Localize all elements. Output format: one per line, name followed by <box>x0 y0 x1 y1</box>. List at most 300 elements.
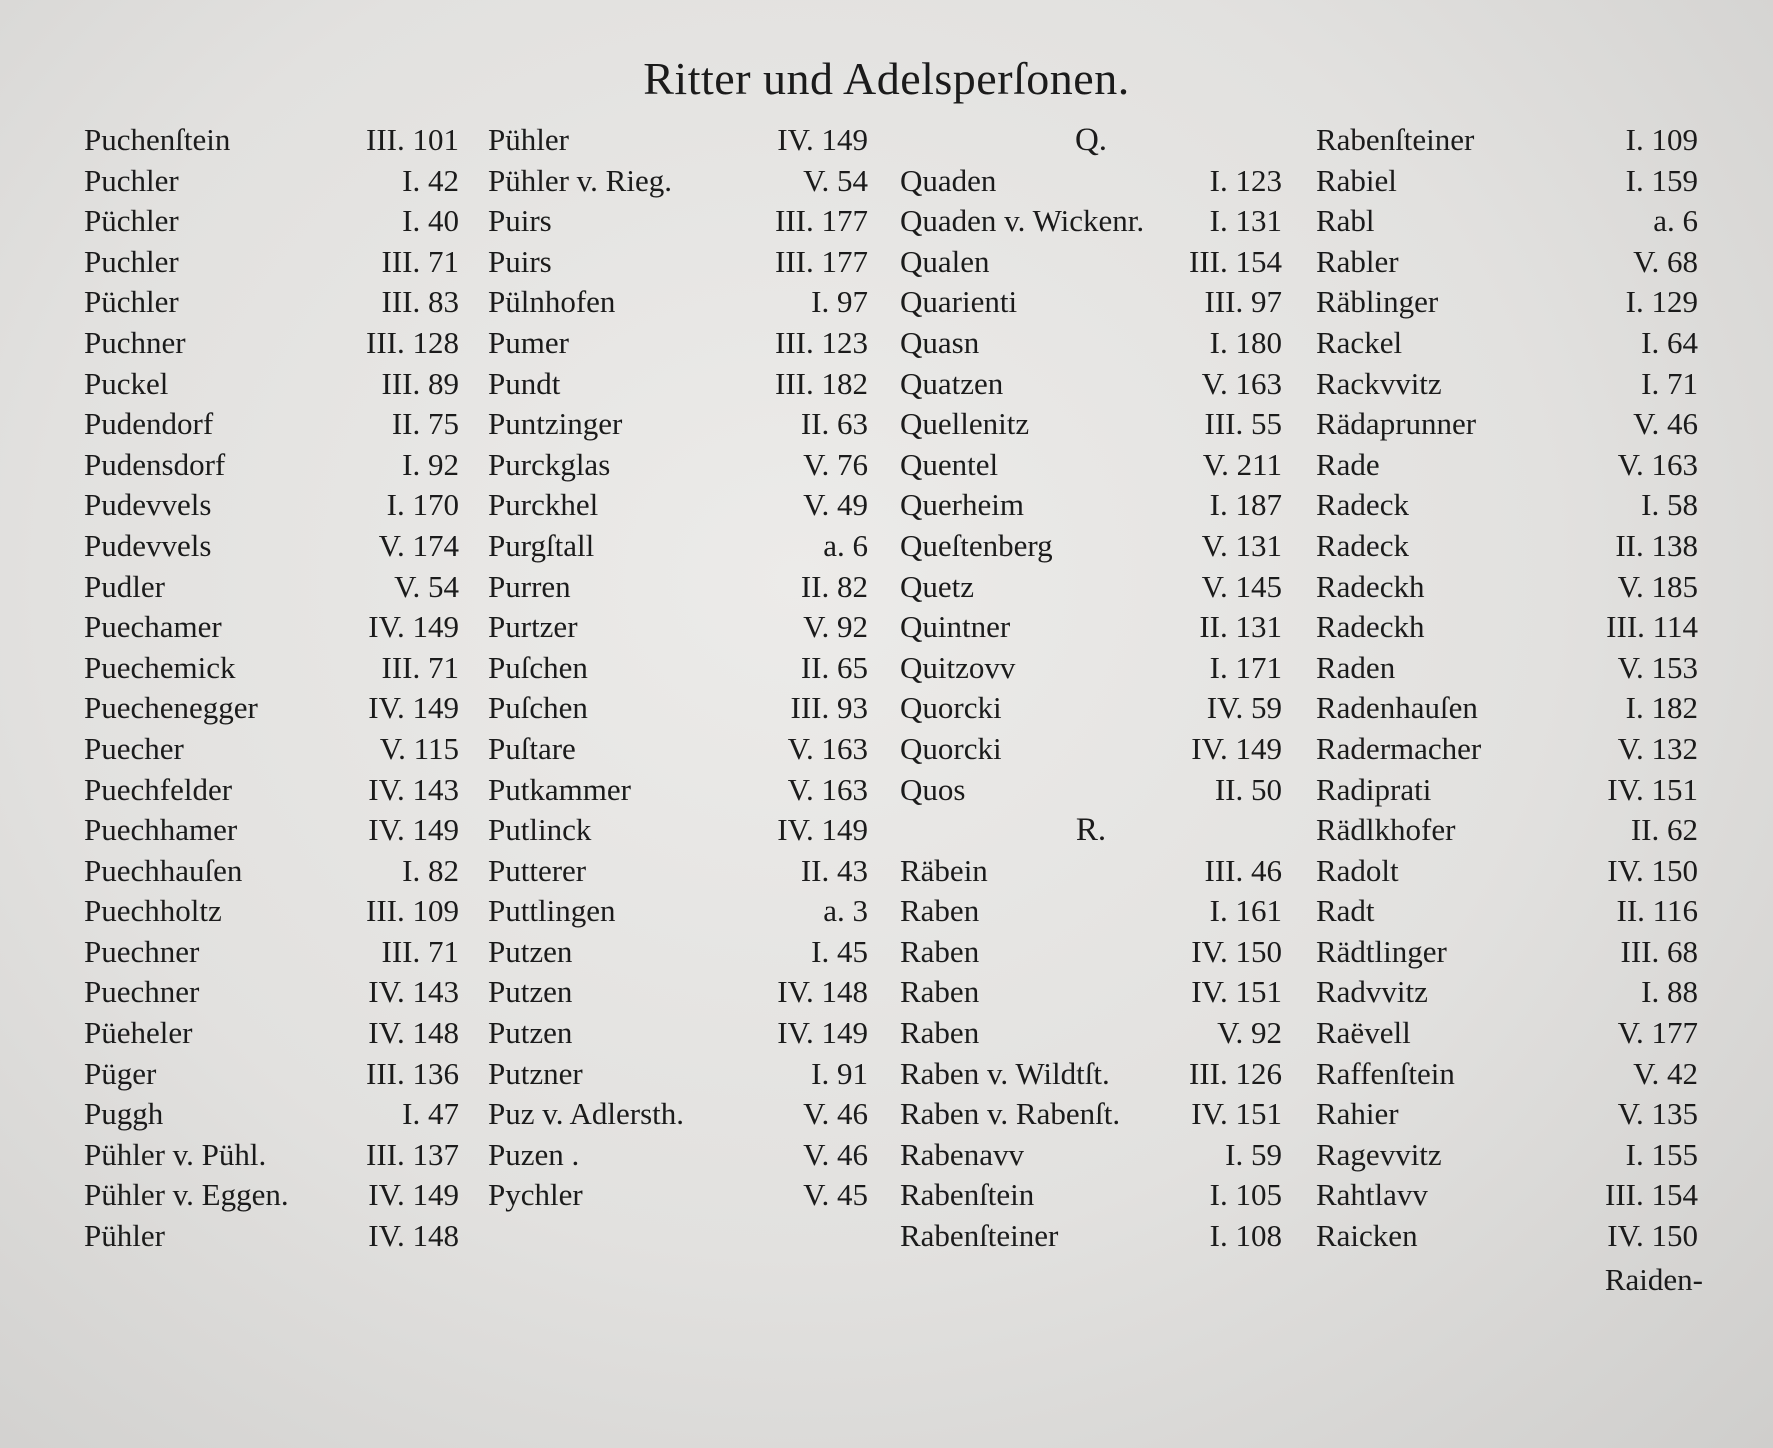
entry-reference: III. 136 <box>366 1055 459 1091</box>
entry-reference: I. 88 <box>1641 974 1698 1010</box>
entry-reference: IV. 150 <box>1191 933 1282 969</box>
entry-name: Rabenſteiner <box>1316 122 1475 157</box>
index-entry <box>488 445 868 486</box>
entry-reference: IV. 150 <box>1607 1218 1698 1254</box>
entry-reference: V. 131 <box>1201 527 1282 563</box>
entry-name: Putterer <box>488 852 587 888</box>
index-entry <box>900 323 1282 364</box>
entry-reference: V. 92 <box>1217 1015 1282 1051</box>
entry-name: Quorcki <box>900 690 1002 726</box>
entry-name: Rade <box>1316 446 1380 482</box>
entry-name: Rädlkhofer <box>1316 812 1456 848</box>
entry-name: Raben <box>900 893 980 929</box>
index-entry <box>1316 972 1698 1013</box>
entry-name: Raben v. Rabenſt. <box>900 1096 1121 1132</box>
entry-reference: a. 3 <box>823 893 868 929</box>
page-title: Ritter und Adelsperſonen. <box>643 53 1130 104</box>
entry-name: Querheim <box>900 487 1024 523</box>
entry-name: Puechholtz <box>84 893 222 929</box>
entry-reference: IV. 151 <box>1191 974 1282 1010</box>
entry-name: Quos <box>900 771 966 807</box>
entry-reference: III. 101 <box>366 122 459 157</box>
index-entry <box>488 810 868 851</box>
entry-name: Pudevvels <box>84 487 212 523</box>
index-entry <box>488 729 868 770</box>
entry-name: Puckel <box>84 365 169 401</box>
entry-name: Rahier <box>1316 1096 1399 1132</box>
index-entry <box>1316 567 1698 608</box>
index-entry <box>1316 485 1698 526</box>
index-entry <box>488 688 868 729</box>
index-entry <box>488 364 868 405</box>
entry-name: Radiprati <box>1316 771 1432 807</box>
entry-name: Pudendorf <box>84 406 214 442</box>
entry-name: Rahtlavv <box>1316 1177 1428 1213</box>
entry-name: Pühler v. Rieg. <box>488 162 672 198</box>
entry-reference: II. 131 <box>1199 609 1282 645</box>
index-entry <box>84 1175 459 1216</box>
entry-name: Puzen . <box>488 1136 580 1172</box>
entry-name: Puechfelder <box>84 771 233 807</box>
entry-name: Raicken <box>1316 1218 1418 1254</box>
entry-name: Radeck <box>1316 527 1409 563</box>
index-entry <box>488 1054 868 1095</box>
index-entry <box>900 242 1282 283</box>
entry-name: Püger <box>84 1055 157 1091</box>
entry-name: Pundt <box>488 365 561 401</box>
entry-reference: V. 185 <box>1617 568 1698 604</box>
index-entry <box>1316 242 1698 283</box>
index-entry <box>488 120 868 161</box>
entry-name: Raden <box>1316 649 1396 685</box>
index-entry <box>84 323 459 364</box>
index-entry <box>84 445 459 486</box>
index-entry <box>1316 323 1698 364</box>
index-entry <box>84 485 459 526</box>
index-column-4 <box>1316 120 1698 1257</box>
entry-reference: V. 45 <box>803 1177 868 1213</box>
index-entry <box>1316 526 1698 567</box>
entry-reference: IV. 149 <box>777 1015 868 1051</box>
entry-reference: I. 108 <box>1209 1218 1282 1254</box>
entry-reference: IV. 149 <box>1191 730 1282 766</box>
index-entry <box>900 201 1282 242</box>
entry-name: Rädtlinger <box>1316 933 1447 969</box>
entry-reference: III. 68 <box>1620 933 1698 969</box>
entry-name: Rädaprunner <box>1316 406 1477 442</box>
entry-reference: V. 49 <box>803 487 868 523</box>
entry-name: Putzen <box>488 933 573 969</box>
entry-name: Puechner <box>84 974 200 1010</box>
entry-reference: V. 115 <box>379 730 459 766</box>
entry-name: Raben <box>900 974 980 1010</box>
entry-name: Quellenitz <box>900 406 1030 442</box>
index-entry <box>900 1054 1282 1095</box>
entry-reference: I. 155 <box>1625 1136 1698 1172</box>
entry-reference: III. 97 <box>1204 284 1282 320</box>
index-entry <box>900 607 1282 648</box>
index-entry <box>1316 404 1698 445</box>
entry-name: Raëvell <box>1316 1015 1411 1051</box>
index-entry <box>488 404 868 445</box>
index-entry <box>488 1094 868 1135</box>
entry-reference: IV. 149 <box>368 1177 459 1213</box>
entry-reference: V. 211 <box>1202 446 1282 482</box>
entry-name: Purtzer <box>488 609 578 645</box>
index-entry <box>488 201 868 242</box>
entry-reference: III. 71 <box>381 243 459 279</box>
entry-name: Puechner <box>84 933 200 969</box>
index-entry <box>84 404 459 445</box>
entry-name: Radeckh <box>1316 568 1425 604</box>
entry-name: Purckhel <box>488 487 599 523</box>
index-entry <box>84 282 459 323</box>
entry-name: Quintner <box>900 609 1011 645</box>
entry-reference: III. 89 <box>381 365 459 401</box>
entry-reference: V. 163 <box>1617 446 1698 482</box>
entry-name: Pychler <box>488 1177 583 1213</box>
index-entry <box>900 972 1282 1013</box>
index-entry <box>84 648 459 689</box>
entry-reference: III. 55 <box>1204 406 1282 442</box>
entry-name: Quorcki <box>900 730 1002 766</box>
entry-reference: II. 62 <box>1630 812 1698 848</box>
entry-reference: IV. 151 <box>1191 1096 1282 1132</box>
entry-reference: I. 180 <box>1209 324 1282 360</box>
entry-name: Pühler <box>488 122 569 157</box>
entry-reference: I. 64 <box>1641 324 1698 360</box>
entry-reference: V. 163 <box>787 730 868 766</box>
index-entry <box>1316 1094 1698 1135</box>
entry-reference: IV. 143 <box>368 974 459 1010</box>
entry-name: Putzen <box>488 974 573 1010</box>
index-entry <box>1316 1054 1698 1095</box>
index-entry <box>1316 932 1698 973</box>
index-entry <box>1316 201 1698 242</box>
entry-reference: II. 82 <box>800 568 868 604</box>
entry-reference: II. 65 <box>800 649 868 685</box>
entry-reference: I. 42 <box>402 162 459 198</box>
entry-reference: III. 154 <box>1605 1177 1698 1213</box>
entry-reference: III. 71 <box>381 933 459 969</box>
entry-reference: I. 131 <box>1209 203 1282 239</box>
entry-name: Purckglas <box>488 446 611 482</box>
entry-reference: V. 68 <box>1633 243 1698 279</box>
entry-reference: V. 135 <box>1617 1096 1698 1132</box>
entry-reference: V. 92 <box>803 609 868 645</box>
entry-name: Puttlingen <box>488 893 616 929</box>
section-heading-row <box>900 120 1282 161</box>
entry-reference: I. 59 <box>1225 1136 1282 1172</box>
entry-name: Radeck <box>1316 487 1409 523</box>
entry-name: Quaden v. Wickenr. <box>900 203 1145 239</box>
entry-name: Puſtare <box>488 730 576 766</box>
index-entry <box>1316 1135 1698 1176</box>
index-entry <box>84 1054 459 1095</box>
entry-reference: IV. 149 <box>368 690 459 726</box>
entry-name: Räblinger <box>1316 284 1439 320</box>
entry-reference: I. 45 <box>811 933 868 969</box>
entry-name: Puchler <box>84 243 179 279</box>
entry-reference: II. 138 <box>1615 527 1698 563</box>
index-entry <box>84 1094 459 1135</box>
index-entry <box>488 485 868 526</box>
entry-reference: III. 71 <box>381 649 459 685</box>
index-entry <box>900 729 1282 770</box>
entry-reference: I. 187 <box>1209 487 1282 523</box>
entry-reference: IV. 149 <box>368 609 459 645</box>
index-entry <box>488 161 868 202</box>
entry-name: Rabl <box>1316 203 1375 239</box>
entry-name: Puſchen <box>488 649 588 685</box>
entry-name: Raben v. Wildtſt. <box>900 1055 1110 1091</box>
entry-name: Quatzen <box>900 365 1004 401</box>
entry-name: Pülnhofen <box>488 284 616 320</box>
entry-reference: III. 109 <box>366 893 459 929</box>
entry-name: Puchner <box>84 324 186 360</box>
entry-name: Queſtenberg <box>900 527 1053 563</box>
index-entry <box>488 567 868 608</box>
entry-name: Ragevvitz <box>1316 1136 1442 1172</box>
entry-reference: I. 97 <box>811 284 868 320</box>
entry-name: Puechhamer <box>84 812 238 848</box>
entry-reference: V. 153 <box>1617 649 1698 685</box>
entry-name: Radeckh <box>1316 609 1425 645</box>
entry-name: Puechamer <box>84 609 222 645</box>
entry-reference: a. 6 <box>1653 203 1698 239</box>
index-entry <box>84 729 459 770</box>
index-entry <box>1316 810 1698 851</box>
entry-reference: I. 71 <box>1641 365 1698 401</box>
index-entry <box>488 770 868 811</box>
entry-name: Radermacher <box>1316 730 1482 766</box>
entry-reference: I. 129 <box>1625 284 1698 320</box>
section-letter: R. <box>1075 812 1107 849</box>
index-entry <box>488 851 868 892</box>
entry-name: Putkammer <box>488 771 631 807</box>
entry-reference: V. 46 <box>803 1136 868 1172</box>
index-entry <box>900 688 1282 729</box>
entry-name: Puirs <box>488 203 552 239</box>
entry-reference: I. 159 <box>1625 162 1698 198</box>
entry-name: Puz v. Adlersth. <box>488 1096 685 1132</box>
entry-reference: I. 40 <box>402 203 459 239</box>
index-entry <box>84 972 459 1013</box>
entry-reference: V. 163 <box>787 771 868 807</box>
entry-reference: II. 75 <box>391 406 459 442</box>
index-entry <box>900 567 1282 608</box>
index-entry <box>900 1094 1282 1135</box>
entry-reference: I. 161 <box>1209 893 1282 929</box>
entry-reference: I. 109 <box>1625 122 1698 157</box>
entry-name: Rackvvitz <box>1316 365 1442 401</box>
entry-name: Puecher <box>84 730 184 766</box>
entry-reference: I. 58 <box>1641 487 1698 523</box>
index-entry <box>84 851 459 892</box>
entry-reference: II. 50 <box>1214 771 1282 807</box>
index-entry <box>900 526 1282 567</box>
index-entry <box>84 688 459 729</box>
entry-name: Raffenſtein <box>1316 1055 1455 1091</box>
index-entry <box>1316 161 1698 202</box>
entry-reference: I. 105 <box>1209 1177 1282 1213</box>
index-entry <box>84 242 459 283</box>
index-entry <box>84 891 459 932</box>
entry-name: Rabenſteiner <box>900 1218 1059 1254</box>
index-entry <box>84 364 459 405</box>
index-entry <box>84 1013 459 1054</box>
entry-name: Puechemick <box>84 649 236 685</box>
catchword: Raiden- <box>1604 1262 1703 1297</box>
index-column-3 <box>900 120 1282 1257</box>
index-entry <box>488 932 868 973</box>
entry-reference: V. 163 <box>1201 365 1282 401</box>
index-entry <box>84 1135 459 1176</box>
entry-name: Radolt <box>1316 852 1399 888</box>
section-letter: Q. <box>1074 122 1108 158</box>
entry-name: Putzner <box>488 1055 583 1091</box>
entry-name: Puntzinger <box>488 406 623 442</box>
entry-reference: V. 46 <box>803 1096 868 1132</box>
section-heading-row <box>900 810 1282 851</box>
entry-reference: I. 170 <box>386 487 459 523</box>
entry-name: Pudevvels <box>84 527 212 563</box>
entry-reference: I. 123 <box>1209 162 1282 198</box>
index-entry <box>1316 1175 1698 1216</box>
entry-name: Pumer <box>488 324 569 360</box>
index-entry <box>900 445 1282 486</box>
entry-reference: III. 177 <box>775 203 868 239</box>
entry-reference: V. 145 <box>1201 568 1282 604</box>
entry-name: Radenhauſen <box>1316 690 1478 726</box>
index-entry <box>900 1175 1282 1216</box>
entry-name: Quarienti <box>900 284 1018 320</box>
index-entry <box>900 364 1282 405</box>
index-entry <box>900 891 1282 932</box>
entry-reference: III. 137 <box>366 1136 459 1172</box>
entry-name: Pudler <box>84 568 165 604</box>
entry-reference: V. 76 <box>803 446 868 482</box>
entry-reference: III. 114 <box>1606 609 1698 645</box>
entry-reference: III. 46 <box>1204 852 1282 888</box>
entry-name: Quitzovv <box>900 649 1016 685</box>
entry-name: Puirs <box>488 243 552 279</box>
entry-reference: III. 177 <box>775 243 868 279</box>
entry-reference: V. 132 <box>1617 730 1698 766</box>
entry-name: Rabenſtein <box>900 1177 1035 1213</box>
index-entry <box>488 323 868 364</box>
entry-reference: IV. 148 <box>368 1218 459 1254</box>
entry-reference: III. 154 <box>1189 243 1282 279</box>
entry-name: Purgſtall <box>488 527 595 563</box>
entry-name: Radt <box>1316 893 1375 929</box>
index-entry <box>1316 1013 1698 1054</box>
entry-reference: V. 46 <box>1633 406 1698 442</box>
index-entry <box>84 1216 459 1257</box>
index-entry <box>1316 120 1698 161</box>
index-entry <box>84 932 459 973</box>
entry-reference: IV. 148 <box>368 1015 459 1051</box>
index-entry <box>84 526 459 567</box>
entry-name: Püchler <box>84 203 179 239</box>
index-entry <box>900 851 1282 892</box>
index-entry <box>900 485 1282 526</box>
entry-name: Raben <box>900 933 980 969</box>
entry-reference: V. 54 <box>803 162 868 198</box>
index-entry <box>84 201 459 242</box>
index-entry <box>84 567 459 608</box>
entry-name: Quentel <box>900 446 999 482</box>
entry-reference: III. 83 <box>381 284 459 320</box>
index-entry <box>900 770 1282 811</box>
index-entry <box>488 282 868 323</box>
entry-reference: II. 116 <box>1616 893 1698 929</box>
index-column-1 <box>84 120 459 1257</box>
entry-name: Pühler <box>84 1218 165 1254</box>
entry-reference: IV. 150 <box>1607 852 1698 888</box>
entry-name: Puechhauſen <box>84 852 243 888</box>
entry-reference: II. 43 <box>800 852 868 888</box>
entry-name: Rabler <box>1316 243 1399 279</box>
entry-name: Rabiel <box>1316 162 1397 198</box>
index-entry <box>84 120 459 161</box>
index-entry <box>488 242 868 283</box>
entry-reference: a. 6 <box>823 527 868 563</box>
index-entry <box>900 1013 1282 1054</box>
entry-reference: II. 63 <box>800 406 868 442</box>
index-entry <box>900 404 1282 445</box>
entry-reference: I. 171 <box>1209 649 1282 685</box>
index-entry <box>488 1135 868 1176</box>
entry-name: Puchler <box>84 162 179 198</box>
entry-name: Püchler <box>84 284 179 320</box>
index-entry <box>1316 688 1698 729</box>
entry-reference: V. 177 <box>1617 1015 1698 1051</box>
index-entry <box>488 1013 868 1054</box>
index-entry <box>1316 851 1698 892</box>
entry-name: Puſchen <box>488 690 588 726</box>
entry-name: Purren <box>488 568 571 604</box>
index-column-2 <box>488 120 868 1216</box>
index-entry <box>1316 729 1698 770</box>
entry-name: Pühler v. Pühl. <box>84 1136 267 1172</box>
entry-reference: I. 82 <box>402 852 459 888</box>
entry-reference: I. 91 <box>811 1055 868 1091</box>
entry-name: Quasn <box>900 324 980 360</box>
index-entry <box>84 607 459 648</box>
entry-name: Puggh <box>84 1096 164 1132</box>
index-entry <box>488 1175 868 1216</box>
entry-reference: V. 42 <box>1633 1055 1698 1091</box>
index-entry <box>900 1135 1282 1176</box>
index-entry <box>1316 282 1698 323</box>
index-entry <box>488 607 868 648</box>
index-entry <box>84 161 459 202</box>
entry-reference: IV. 149 <box>368 812 459 848</box>
entry-name: Qualen <box>900 243 990 279</box>
entry-name: Quaden <box>900 162 997 198</box>
entry-reference: III. 126 <box>1189 1055 1282 1091</box>
index-entry <box>900 648 1282 689</box>
entry-name: Rackel <box>1316 324 1403 360</box>
index-entry <box>488 526 868 567</box>
index-entry <box>84 770 459 811</box>
index-entry <box>900 932 1282 973</box>
index-entry <box>1316 364 1698 405</box>
entry-name: Räbein <box>900 852 988 888</box>
entry-reference: IV. 149 <box>777 812 868 848</box>
entry-reference: III. 128 <box>366 324 459 360</box>
